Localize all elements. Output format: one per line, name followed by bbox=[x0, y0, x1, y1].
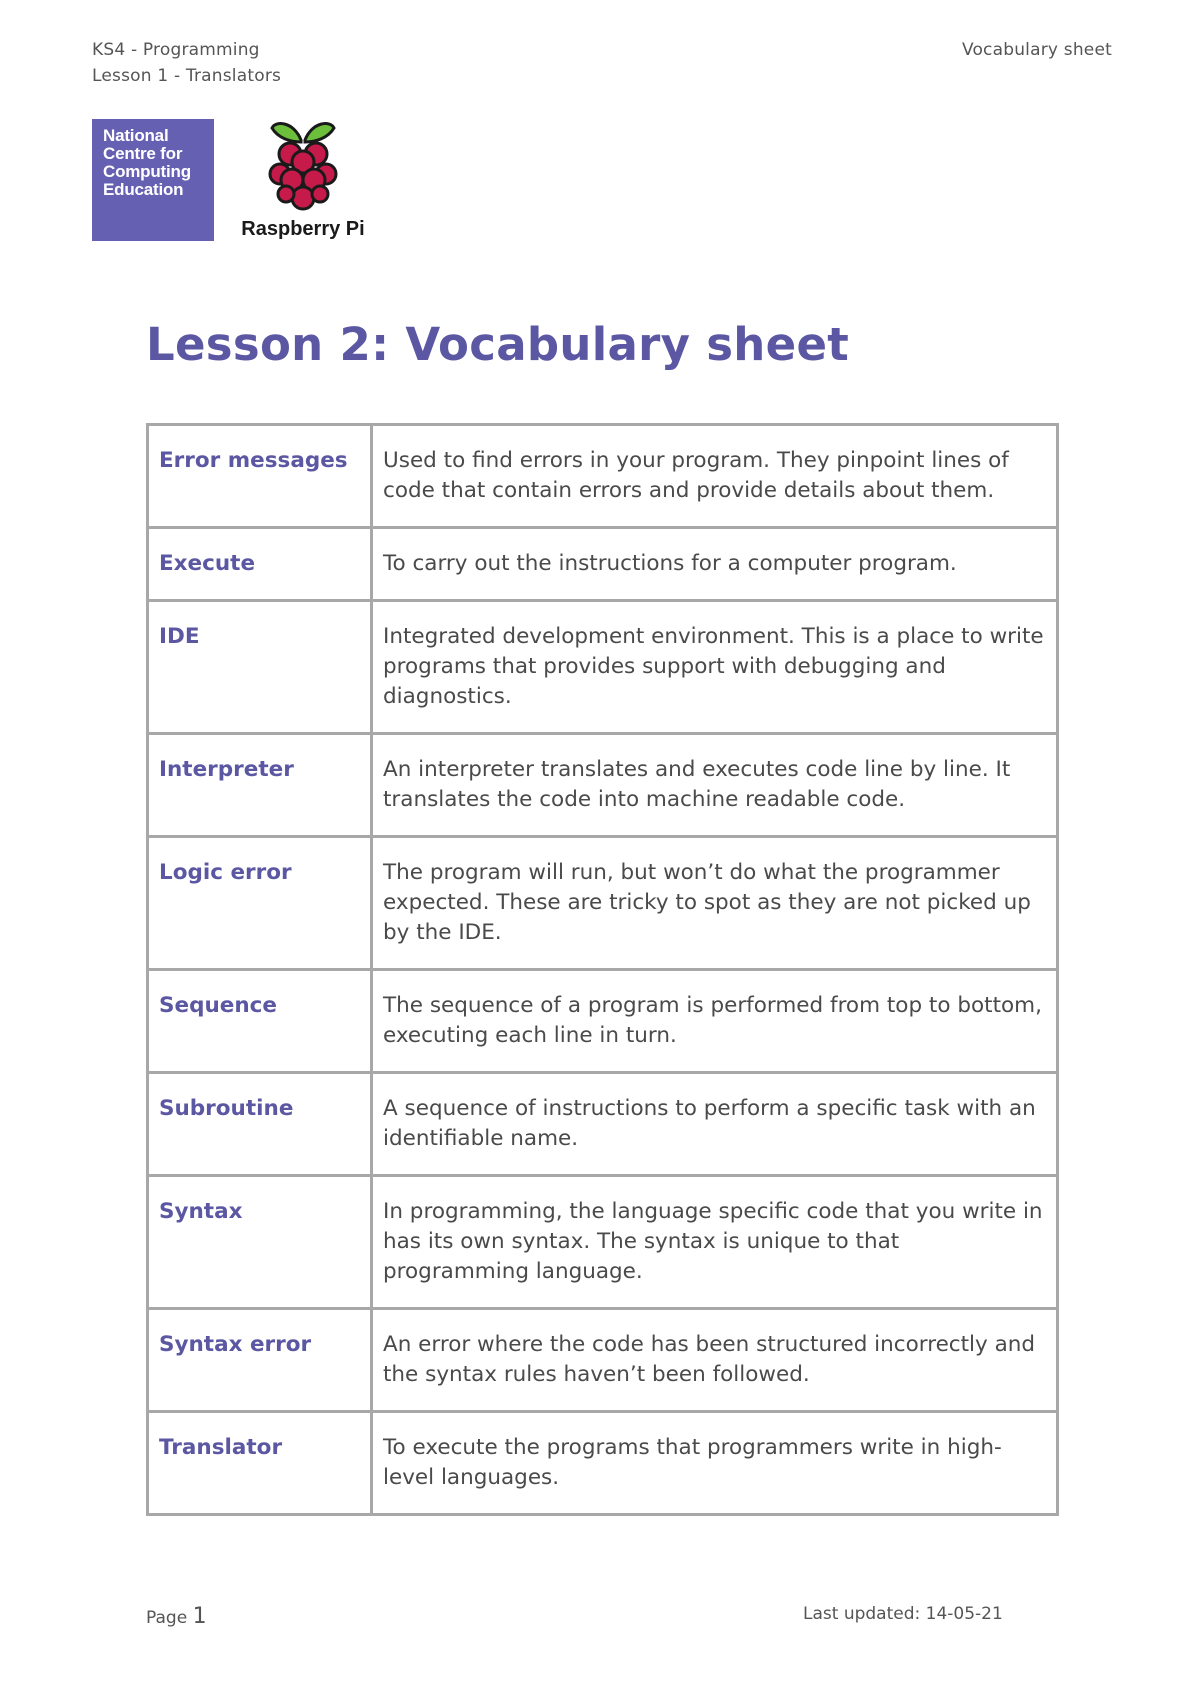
table-row bbox=[148, 528, 1058, 601]
vocab-definition: An interpreter translates and executes code line by line. It translates the code into machine readable code. bbox=[372, 734, 1058, 837]
vocabulary-table bbox=[146, 423, 1059, 1516]
page-number bbox=[146, 1604, 207, 1629]
ncce-logo bbox=[92, 119, 214, 241]
header-doc-type: Vocabulary sheet bbox=[961, 40, 1112, 60]
raspberry-pi-wordmark: Raspberry Pi bbox=[241, 218, 365, 240]
vocab-definition: To carry out the instructions for a computer program. bbox=[372, 528, 1058, 601]
raspberry-pi-logo bbox=[238, 118, 368, 248]
header-lesson: Lesson 1 - Translators bbox=[92, 66, 282, 86]
page-label: Page bbox=[146, 1608, 188, 1628]
ncce-logo-line: Education bbox=[103, 180, 184, 199]
vocab-definition: In programming, the language specific code that you write in has its own syntax. The syntax is unique to that programming language. bbox=[372, 1176, 1058, 1309]
table-row bbox=[148, 734, 1058, 837]
vocab-term: Translator bbox=[148, 1412, 372, 1515]
ncce-logo-line: Centre for bbox=[103, 144, 183, 163]
table-row bbox=[148, 970, 1058, 1073]
vocab-term: Sequence bbox=[148, 970, 372, 1073]
vocab-term: Interpreter bbox=[148, 734, 372, 837]
table-row bbox=[148, 837, 1058, 970]
table-row bbox=[148, 1412, 1058, 1515]
ncce-logo-line: National bbox=[103, 126, 169, 145]
raspberry-icon bbox=[264, 118, 342, 214]
vocab-definition: A sequence of instructions to perform a specific task with an identifiable name. bbox=[372, 1073, 1058, 1176]
vocab-definition: To execute the programs that programmers write in high-level languages. bbox=[372, 1412, 1058, 1515]
table-row bbox=[148, 1176, 1058, 1309]
last-updated: Last updated: 14-05-21 bbox=[803, 1604, 1003, 1624]
table-row bbox=[148, 1309, 1058, 1412]
vocab-definition: Used to find errors in your program. They pinpoint lines of code that contain errors and provide details about them. bbox=[372, 425, 1058, 528]
table-row bbox=[148, 601, 1058, 734]
vocab-definition: The sequence of a program is performed from top to bottom, executing each line in turn. bbox=[372, 970, 1058, 1073]
vocab-term: Execute bbox=[148, 528, 372, 601]
vocab-term: Subroutine bbox=[148, 1073, 372, 1176]
vocab-definition: An error where the code has been structured incorrectly and the syntax rules haven’t been followed. bbox=[372, 1309, 1058, 1412]
ncce-logo-line: Computing bbox=[103, 162, 191, 181]
table-row bbox=[148, 1073, 1058, 1176]
vocab-term: Syntax error bbox=[148, 1309, 372, 1412]
page-title: Lesson 2: Vocabulary sheet bbox=[146, 318, 850, 371]
vocab-term: Syntax bbox=[148, 1176, 372, 1309]
header-course: KS4 - Programming bbox=[92, 40, 260, 60]
vocab-term: Logic error bbox=[148, 837, 372, 970]
vocab-term: Error messages bbox=[148, 425, 372, 528]
vocab-term: IDE bbox=[148, 601, 372, 734]
page-number-value: 1 bbox=[192, 1604, 207, 1629]
table-row bbox=[148, 425, 1058, 528]
vocab-definition: Integrated development environment. This is a place to write programs that provides support with debugging and diagnostics. bbox=[372, 601, 1058, 734]
vocab-definition: The program will run, but won’t do what the programmer expected. These are tricky to spot as they are not picked up by the IDE. bbox=[372, 837, 1058, 970]
